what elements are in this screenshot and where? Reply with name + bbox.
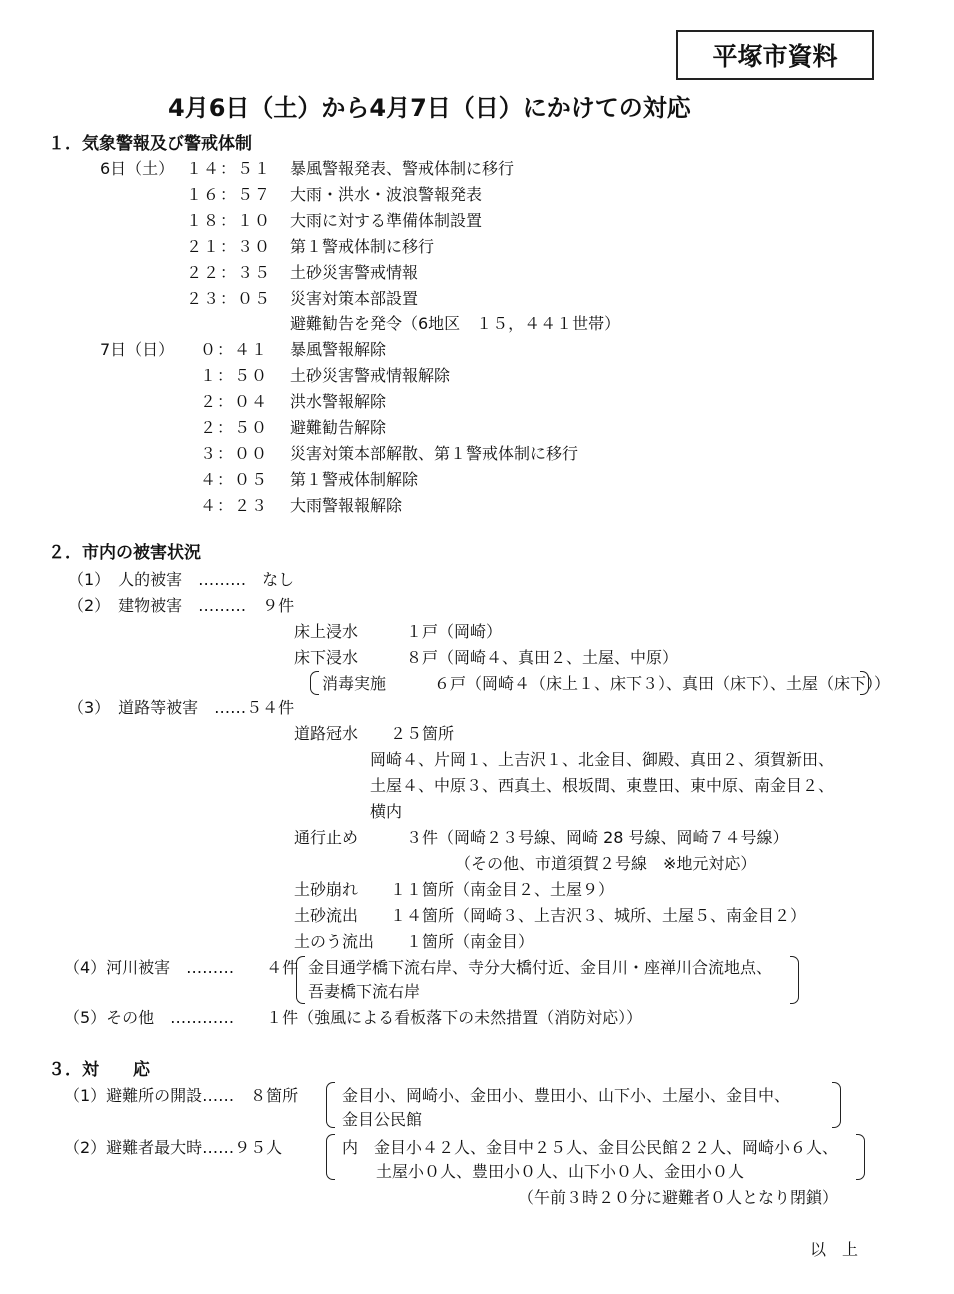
timeline-time: １４：５１: [186, 159, 272, 178]
shelter-line: 金目小、岡崎小、金田小、豊田小、山下小、土屋小、金目中、: [342, 1086, 791, 1105]
timeline-event: 第１警戒体制に移行: [290, 237, 435, 256]
evacuee-line: 土屋小０人、豊田小０人、山下小０人、金田小０人: [376, 1162, 745, 1181]
floor-below-flood: 床下浸水 ８戸（岡崎４、真田２、土屋、中原）: [294, 648, 679, 667]
timeline-time: ４：２３: [200, 496, 269, 515]
bracket-left: [326, 1082, 335, 1128]
road-closure-note: （その他、市道須賀２号線 ※地元対応）: [455, 854, 757, 873]
timeline-event: 避難勧告を発令（6地区 １５，４４１世帯）: [290, 314, 621, 333]
timeline-time: ２１：３０: [186, 237, 272, 256]
section-3-heading: ３．対 応: [48, 1060, 150, 1080]
closure-note: （午前３時２０分に避難者０人となり閉鎖）: [518, 1188, 839, 1207]
timeline-event: 第１警戒体制解除: [290, 470, 419, 489]
bracket-right: [790, 956, 799, 1004]
sediment-outflow: 土砂流出 １４箇所（岡崎３、上吉沢３、城所、土屋５、南金目２）: [294, 906, 807, 925]
bracket-left: [326, 1134, 335, 1180]
timeline-time: １８：１０: [186, 211, 272, 230]
section-2-heading: ２．市内の被害状況: [48, 543, 201, 563]
max-evacuees: （2）避難者最大時……９５人: [64, 1138, 283, 1157]
damage-human: （1） 人的被害 ……… なし: [68, 570, 295, 589]
timeline-time: ２：０４: [200, 392, 269, 411]
damage-building: （2） 建物被害 ……… ９件: [68, 596, 295, 615]
timeline-time: ２２：３５: [186, 263, 272, 282]
timeline-time: ２：５０: [200, 418, 269, 437]
timeline-event: 大雨・洪水・波浪警報発表: [290, 185, 483, 204]
bracket-left: [296, 956, 305, 1004]
closing-mark: 以 上: [810, 1240, 859, 1259]
road-places-line: 土屋４、中原３、西真土、根坂間、東豊田、東中原、南金目２、: [370, 776, 835, 795]
timeline-time: ４：０５: [200, 470, 269, 489]
timeline-event: 災害対策本部解散、第１警戒体制に移行: [290, 444, 579, 463]
document-stamp: 平塚市資料: [676, 30, 874, 80]
river-line: 吾妻橋下流右岸: [308, 982, 421, 1001]
landslide: 土砂崩れ １１箇所（南金目２、土屋９）: [294, 880, 615, 899]
timeline-time: １：５０: [200, 366, 269, 385]
damage-river: （4）河川被害 ……… ４件: [64, 958, 299, 977]
timeline-time: １６：５７: [186, 185, 272, 204]
timeline-event: 洪水警報解除: [290, 392, 387, 411]
bracket-right: [832, 1082, 841, 1128]
timeline-event: 大雨に対する準備体制設置: [290, 211, 483, 230]
road-closure: 通行止め ３件（岡崎２３号線、岡崎 28 号線、岡崎７４号線）: [294, 828, 789, 847]
shelter-line: 金目公民館: [342, 1110, 423, 1129]
timeline-time: ３：００: [200, 444, 269, 463]
damage-road: （3） 道路等被害 ……５４件: [68, 698, 295, 717]
bracket-right: [860, 671, 869, 695]
timeline-event: 土砂災害警戒情報: [290, 263, 419, 282]
timeline-event: 暴風警報解除: [290, 340, 387, 359]
timeline-event: 大雨警報報解除: [290, 496, 403, 515]
timeline-event: 暴風警報発表、警戒体制に移行: [290, 159, 515, 178]
day-label-6: 6日（土）: [100, 159, 175, 178]
road-places-line: 岡崎４、片岡１、上吉沢１、北金目、御殿、真田２、須賀新田、: [370, 750, 835, 769]
evacuee-line: 内 金目小４２人、金目中２５人、金目公民館２２人、岡崎小６人、: [342, 1138, 839, 1157]
river-line: 金目通学橋下流右岸、寺分大橋付近、金目川・座禅川合流地点、: [308, 958, 773, 977]
timeline-event: 土砂災害警戒情報解除: [290, 366, 451, 385]
bracket-left: [310, 671, 319, 695]
timeline-time: ０：４１: [200, 340, 269, 359]
bracket-right: [856, 1134, 865, 1180]
day-label-7: 7日（日）: [100, 340, 175, 359]
damage-other: （5）その他 ………… １件（強風による看板落下の未然措置（消防対応））: [64, 1008, 643, 1027]
section-1-heading: １．気象警報及び警戒体制: [48, 134, 252, 154]
floor-above-flood: 床上浸水 １戸（岡崎）: [294, 622, 503, 641]
road-places-line: 横内: [370, 802, 403, 821]
page-title: 4月6日（土）から4月7日（日）にかけての対応: [168, 94, 691, 122]
shelter-opening: （1）避難所の開設…… ８箇所: [64, 1086, 299, 1105]
timeline-event: 災害対策本部設置: [290, 289, 419, 308]
disinfection: 消毒実施 ６戸（岡崎４（床上１、床下３）、真田（床下）、土屋（床下））: [322, 674, 891, 693]
timeline-time: ２３：０５: [186, 289, 272, 308]
timeline-event: 避難勧告解除: [290, 418, 387, 437]
sandbag-outflow: 土のう流出 １箇所（南金目）: [294, 932, 535, 951]
road-flooding: 道路冠水 ２５箇所: [294, 724, 455, 743]
